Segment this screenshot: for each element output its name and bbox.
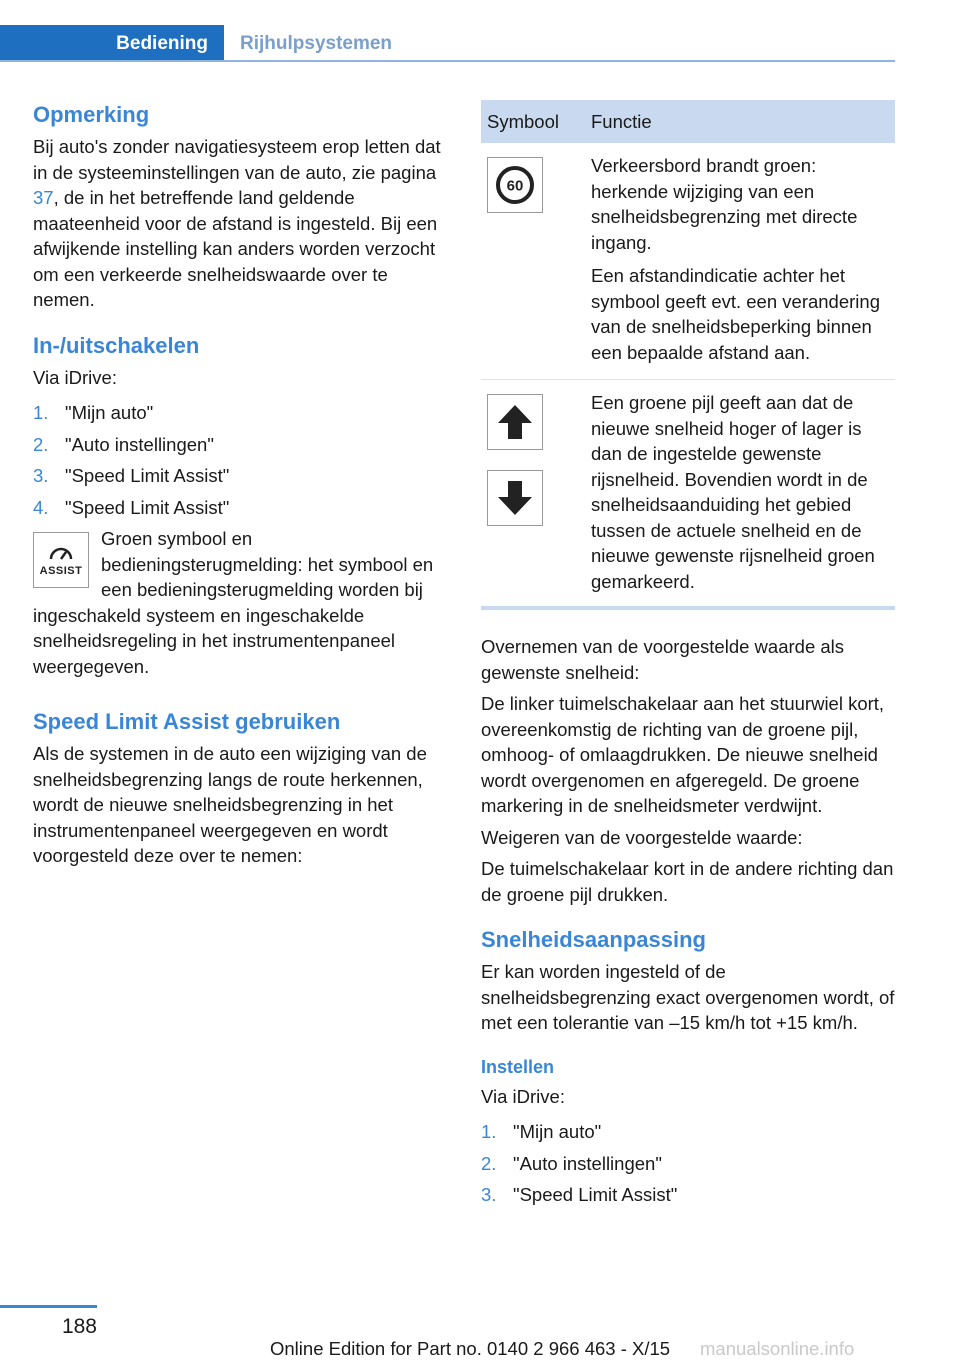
watermark: manualsonline.info	[700, 1338, 855, 1359]
footer-rule	[0, 1305, 97, 1308]
row2-text: Een groene pijl geeft aan dat de nieuwe snelheid hoger of lager is dan de ingestelde gewenste rijsnelheid. Bovendien wordt in de snelheidsaanduiding het gebied tussen de actuele snelheid en de nieuwe gewenste rijsnelheid groen gemarkeerd.	[591, 392, 875, 592]
tab-rijhulpsystemen[interactable]: Rijhulpsystemen	[240, 32, 393, 54]
page-number: 188	[61, 1315, 97, 1338]
header-divider	[0, 60, 895, 62]
assist-block	[33, 526, 448, 685]
list-item	[33, 463, 448, 489]
note-title: Opmerking	[33, 102, 150, 127]
list-item	[33, 400, 448, 426]
right-p1: Overnemen van de voorgestelde waarde als gewenste snelheid:	[481, 636, 845, 683]
arrow-up-icon	[487, 394, 543, 450]
page-link[interactable]: 37	[33, 187, 54, 208]
row1-text-1: Verkeersbord brandt groen: herkende wijziging van een snelheidsbegrenzing met directe ingang.	[591, 155, 858, 253]
step-number: 2.	[481, 1152, 497, 1174]
left-column	[33, 100, 448, 875]
speed-limit-assist-icon	[33, 532, 89, 588]
right-p3: Weigeren van de voorgestelde waarde:	[481, 826, 803, 848]
assist-icon-label: ASSIST	[39, 565, 83, 577]
speed-sign-icon	[487, 157, 543, 213]
function-cell	[591, 153, 895, 365]
step-text: "Speed Limit Assist"	[65, 496, 230, 518]
list-item	[481, 1119, 895, 1145]
table-row	[481, 380, 895, 606]
step-number: 3.	[481, 1184, 497, 1205]
arrow-down-icon	[487, 470, 543, 526]
tab-bediening[interactable]: Bediening	[0, 25, 224, 62]
steps-list	[481, 1119, 895, 1208]
step-number: 3.	[33, 465, 49, 486]
column-header-functie: Functie	[591, 110, 652, 132]
step-text: "Speed Limit Assist"	[513, 1184, 678, 1205]
section3-paragraph: Er kan worden ingesteld of de snelheidsbegrenzing exact overgenomen wordt, of met een tolerantie van –15 km/h tot +15 km/h.	[481, 961, 895, 1033]
function-cell	[591, 390, 895, 594]
list-item	[33, 495, 448, 521]
step-text: "Speed Limit Assist"	[65, 465, 230, 486]
note-text-2: , de in het betreffende land geldende maateenheid voor de afstand is ingesteld. Bij een afwijkende instelling kan anders worden verzocht om een verkeerde snelheidswaarde over te nemen.	[33, 187, 438, 310]
note-paragraph	[33, 134, 448, 313]
section2-paragraph: Als de systemen in de auto een wijziging van de snelheidsbegrenzing langs de route herkennen, wordt de nieuwe snelheidsbegrenzing in het instrumentenpaneel weergegeven en wordt voorgesteld deze over te nemen:	[33, 743, 427, 866]
section-title-inuitschakelen: In-/uitschakelen	[33, 332, 200, 358]
note-text-1: Bij auto's zonder navigatiesysteem erop letten dat in de systeeminstellingen van de auto, zie pagina	[33, 136, 441, 183]
list-item	[481, 1151, 895, 1177]
step-text: "Mijn auto"	[65, 402, 154, 423]
symbol-cell	[481, 390, 591, 594]
right-p2: De linker tuimelschakelaar aan het stuurwiel kort, overeenkomstig de richting van de groene pijl, omhoog- of omlaagdrukken. De nieuwe snelheid wordt overgenomen en afgeregeld. De groene markering in de snelheidsmeter verdwijnt.	[481, 693, 885, 816]
speed-sign-value: 60	[506, 177, 524, 195]
edition-text: Online Edition for Part no. 0140 2 966 463 - X/15	[270, 1338, 671, 1359]
list-item	[33, 432, 448, 458]
list-item	[481, 1182, 895, 1208]
steps-list	[33, 400, 448, 520]
table-row	[481, 143, 895, 380]
step-number: 1.	[33, 402, 49, 423]
column-header-symbool: Symbool	[487, 110, 559, 132]
step-text: "Mijn auto"	[513, 1121, 602, 1142]
step-number: 4.	[33, 496, 49, 518]
step-number: 2.	[33, 433, 49, 455]
step-text: "Auto instellingen"	[513, 1152, 662, 1174]
idrive-intro: Via iDrive:	[33, 366, 117, 388]
section-title-gebruiken: Speed Limit Assist gebruiken	[33, 709, 341, 734]
step-text: "Auto instellingen"	[65, 433, 214, 455]
symbol-cell	[481, 153, 591, 365]
section-title-snelheidsaanpassing: Snelheidsaanpassing	[481, 927, 706, 952]
idrive-intro: Via iDrive:	[481, 1085, 565, 1107]
table-header	[481, 100, 895, 143]
subsection-title-instellen: Instellen	[481, 1056, 555, 1077]
row1-text-2: Een afstandindicatie achter het symbool geeft evt. een verandering van de snelheidsbeperking binnen een bepaalde afstand aan.	[591, 265, 880, 363]
step-number: 1.	[481, 1121, 497, 1142]
right-column	[481, 100, 895, 1214]
assist-description: Groen symbool en bedieningsterugmelding: het symbool en een bedieningsterugmelding worden bij ingeschakeld systeem en ingeschakelde snelheidsregeling in het instrumentenpaneel weergegeven.	[33, 528, 434, 677]
right-p4: De tuimelschakelaar kort in de andere richting dan de groene pijl drukken.	[481, 858, 894, 905]
